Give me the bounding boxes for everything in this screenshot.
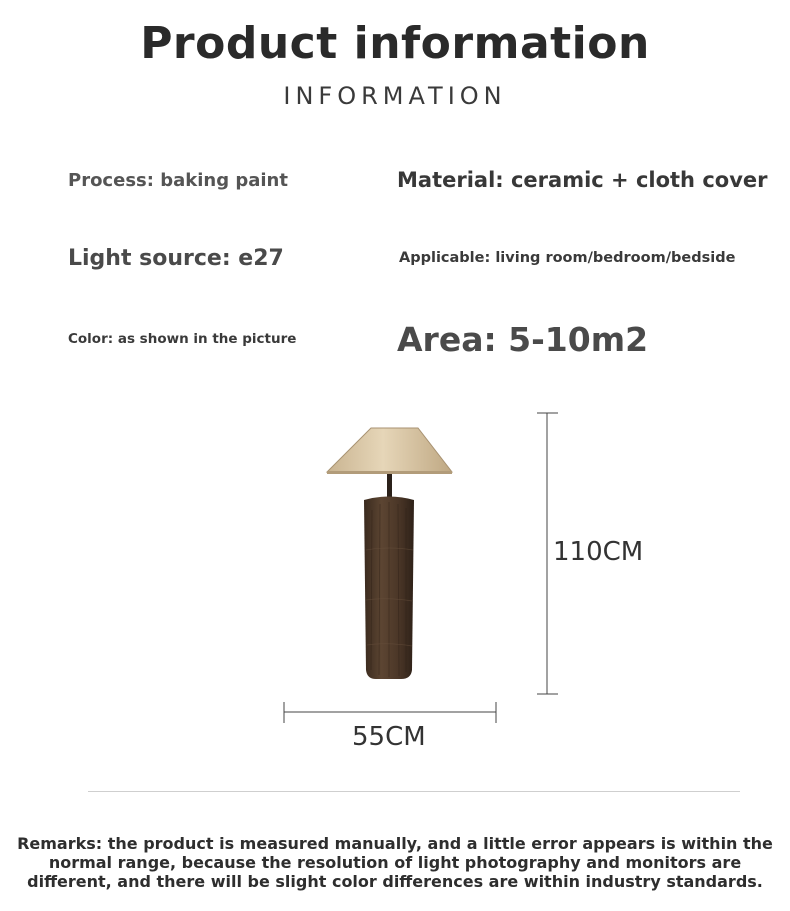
lamp-base xyxy=(364,497,414,680)
width-dimension-line xyxy=(284,702,496,723)
spec-color: Color: as shown in the picture xyxy=(68,331,297,347)
spec-applicable: Applicable: living room/bedroom/bedside xyxy=(399,250,736,266)
spec-process: Process: baking paint xyxy=(68,170,288,191)
page-subtitle: INFORMATION xyxy=(283,82,507,110)
lamp-stem xyxy=(387,474,392,498)
width-label: 55CM xyxy=(352,722,426,752)
height-label: 110CM xyxy=(553,537,644,567)
spec-area: Area: 5-10m2 xyxy=(397,320,649,359)
page-title: Product information xyxy=(140,18,650,69)
lamp-shade xyxy=(327,428,452,474)
product-dimension-figure xyxy=(0,400,790,780)
spec-light-source: Light source: e27 xyxy=(68,246,284,271)
remarks-text: Remarks: the product is measured manually, and a little error appears is within the normal range, because the resolution of light photography and monitors are different, and there will be slight color differences are within industry standards. xyxy=(17,834,773,891)
divider xyxy=(88,791,740,792)
spec-material: Material: ceramic + cloth cover xyxy=(397,168,768,192)
